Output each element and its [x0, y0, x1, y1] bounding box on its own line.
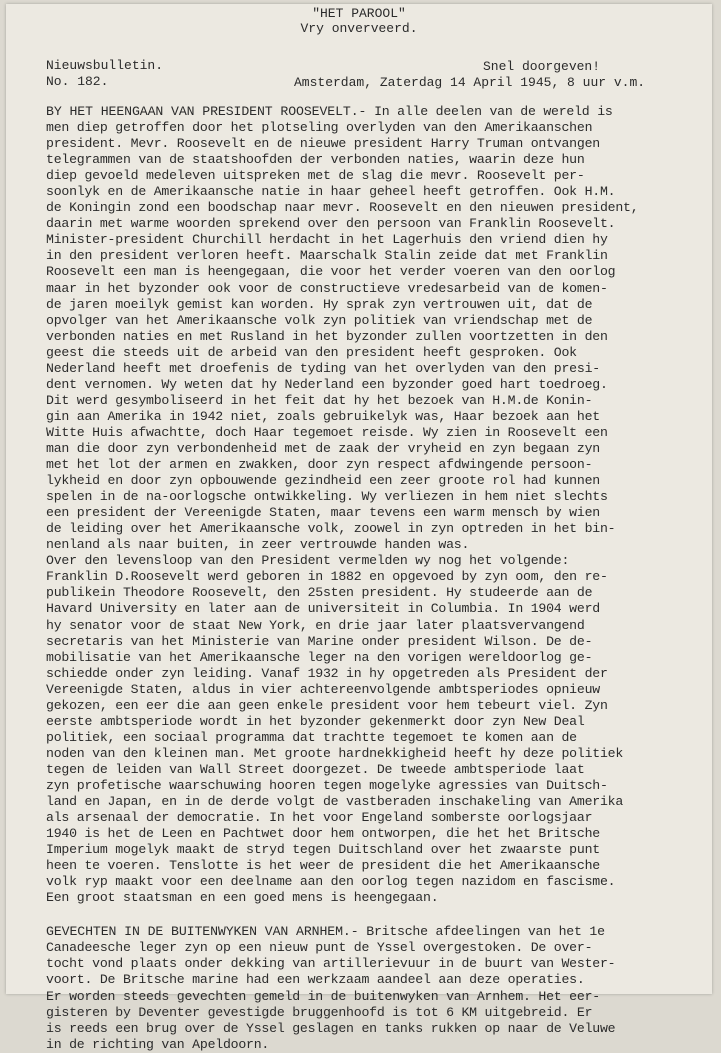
- text-line: een president der Vereenigde Staten, maar tevens een warm mensch by wien: [46, 505, 600, 521]
- article-first-line: [46, 104, 686, 120]
- text-line: secretaris van het Ministerie van Marine onder president Wilson. De de-: [46, 633, 593, 649]
- text-line: Nederland heeft met droefenis de tyding van het overlyden van den presi-: [46, 360, 600, 376]
- text-line: zyn profetische waarschuwing hooren tegen mogelyke agressies van Duitsch-: [46, 777, 608, 793]
- text-line: nenland als naar buiten, in zeer vertrouwde handen was.: [46, 537, 470, 553]
- text-line: de Koningin zond een boodschap naar mevr. Roosevelt en den nieuwen president,: [46, 200, 639, 216]
- text-line: Canadeesche leger zyn op een nieuw punt de Yssel overgestoken. De over-: [46, 940, 593, 956]
- text-line: de leiding over het Amerikaansche volk, zoowel in zyn optreden in het bin-: [46, 521, 616, 537]
- text-line: als arsenaal der democratie. In het voor Engeland somberste oorlogsjaar: [46, 810, 593, 826]
- article-heading-roosevelt: BY HET HEENGAAN VAN PRESIDENT ROOSEVELT.-: [46, 104, 367, 119]
- text-line: tocht vond plaats onder dekking van artillerievuur in de buurt van Wester-: [46, 956, 616, 972]
- text-line: gin aan Amerika in 1942 niet, zoals gebruikelyk was, Haar bezoek aan het: [46, 408, 600, 424]
- dateline: Amsterdam, Zaterdag 14 April 1945, 8 uur v.m.: [294, 75, 646, 90]
- text-line: heen te voeren. Tenslotte is het weer de president die het Amerikaansche: [46, 858, 600, 874]
- text-line: schiedde onder zyn leiding. Vanaf 1932 in hy opgetreden als President der: [46, 665, 608, 681]
- text-line: lykheid en door zyn opbouwende gezindheid een zeer groote rol had kunnen: [46, 473, 600, 489]
- text-line: gisteren by Deventer gevestigde bruggenhoofd is tot 6 KM uitgebreid. Er: [46, 1004, 593, 1020]
- text-line: diep gevoeld medeleven uitspreken met de slag die mevr. Roosevelt per-: [46, 168, 585, 184]
- text-line: hy senator voor de staat New York, en drie jaar later plaatsvervangend: [46, 617, 585, 633]
- text-line: gekozen, een eer die aan geen enkele president voor hem tebeurt viel. Zyn: [46, 697, 608, 713]
- text-line: geest die steeds uit de arbeid van den president heeft gesproken. Ook: [46, 344, 577, 360]
- text-line: met het lot der armen en zwakken, door zyn respect afdwingende persoon-: [46, 457, 593, 473]
- article-arnhem: [46, 940, 686, 1052]
- text-line: noden van den kleinen man. Met groote hardnekkigheid heeft hy deze politiek: [46, 745, 624, 761]
- bulletin-body: [46, 104, 686, 1053]
- text-line: Minister-president Churchill herdacht in het Lagerhuis den vriend dien hy: [46, 232, 608, 248]
- bulletin-page: [6, 4, 712, 1052]
- text-line: Er worden steeds gevechten gemeld in de buitenwyken van Arnhem. Het eer-: [46, 988, 600, 1004]
- text-line: verbonden naties en met Rusland in het byzonder zullen voortzetten in den: [46, 328, 608, 344]
- text-line: Een groot staatsman en een goed mens is heengegaan.: [46, 890, 439, 906]
- urgency-note: Snel doorgeven!: [483, 59, 601, 74]
- text-line: de jaren moeilyk gemist kan worden. Hy sprak zyn vertrouwen uit, dat de: [46, 296, 593, 312]
- article-heading-arnhem: GEVECHTEN IN DE BUITENWYKEN VAN ARNHEM.-: [46, 924, 359, 940]
- text-line: volk ryp maakt voor een deelname aan den oorlog tegen nazidom en fascisme.: [46, 874, 616, 890]
- text-line: Witte Huis afwachtte, doch Haar tegemoet reisde. Wy zien in Roosevelt een: [46, 424, 608, 440]
- text-line: Over den levensloop van den President vermelden wy nog het volgende:: [46, 553, 570, 569]
- text-line: president. Mevr. Roosevelt en de nieuwe president Harry Truman ontvangen: [46, 136, 600, 152]
- text-line: men diep getroffen door het plotseling overlyden van den Amerikaanschen: [46, 120, 593, 136]
- text-line: man die door zyn verbondenheid met de zaak der vryheid en zyn begaan zyn: [46, 440, 600, 456]
- text-line: eerste ambtsperiode wordt in het byzonder gekenmerkt door zyn New Deal: [46, 713, 585, 729]
- newspaper-motto: Vry onverveerd.: [300, 21, 418, 36]
- text-line: Roosevelt een man is heengegaan, die voor het verder voeren van den oorlog: [46, 264, 616, 280]
- text-line: Dit werd gesymboliseerd in het feit dat hy het bezoek van H.M.de Konin-: [46, 392, 593, 408]
- text-line: 1940 is het de Leen en Pachtwet door hem ontworpen, die het het Britsche: [46, 826, 600, 842]
- text-line: dent vernomen. Wy weten dat hy Nederland een byzonder goed hart toedroeg.: [46, 376, 608, 392]
- text-line: in den president verloren heeft. Maarschalk Stalin zeide dat met Franklin: [46, 248, 608, 264]
- text-line: opvolger van het Amerikaansche volk zyn politiek van vriendschap met de: [46, 312, 593, 328]
- text-line: tegen de leiden van Wall Street doorgezet. De tweede ambtsperiode laat: [46, 761, 585, 777]
- article-first-line: [46, 924, 686, 940]
- text-line: spelen in de na-oorlogsche ontwikkeling. Wy verliezen in hem niet slechts: [46, 489, 608, 505]
- article-roosevelt: [46, 120, 686, 906]
- newspaper-name: "HET PAROOL": [312, 6, 406, 21]
- text-line: voort. De Britsche marine had een werkzaam aandeel aan deze operaties.: [46, 972, 585, 988]
- text-line: daarin met warme woorden sprekend over den persoon van Franklin Roosevelt.: [46, 216, 616, 232]
- text-line: publikein Theodore Roosevelt, den 25sten president. Hy studeerde aan de: [46, 585, 593, 601]
- text-line: telegrammen van de staatshoofden der verbonden naties, waarin deze hun: [46, 152, 585, 168]
- text-line: land en Japan, en in de derde volgt de vastberaden inschakeling van Amerika: [46, 794, 624, 810]
- text-line: Britsche afdeelingen van het 1e: [358, 924, 605, 940]
- text-line: politiek, een sociaal programma dat trachtte tegemoet te komen aan de: [46, 729, 577, 745]
- bulletin-number: No. 182.: [46, 74, 109, 89]
- text-line: In alle deelen van de wereld is: [366, 104, 613, 119]
- text-line: Vereenigde Staten, aldus in vier achtereenvolgende ambtsperiodes opnieuw: [46, 681, 600, 697]
- bulletin-label: Nieuwsbulletin.: [46, 58, 164, 73]
- text-line: Havard University en later aan de universiteit in Columbia. In 1904 werd: [46, 601, 600, 617]
- text-line: soonlyk en de Amerikaansche natie in haar geheel heeft getroffen. Ook H.M.: [46, 184, 616, 200]
- text-line: mobilisatie van het Amerikaansche leger na den vorigen wereldoorlog ge-: [46, 649, 593, 665]
- text-line: in de richting van Apeldoorn.: [46, 1036, 270, 1052]
- text-line: is reeds een brug over de Yssel geslagen en tanks rukken op naar de Veluwe: [46, 1020, 616, 1036]
- text-line: maar in het byzonder ook voor de constructieve vredesarbeid van de komen-: [46, 280, 608, 296]
- text-line: Imperium mogelyk maakt de stryd tegen Duitschland over het zwaarste punt: [46, 842, 600, 858]
- text-line: Franklin D.Roosevelt werd geboren in 1882 en opgevoed by zyn oom, den re-: [46, 569, 608, 585]
